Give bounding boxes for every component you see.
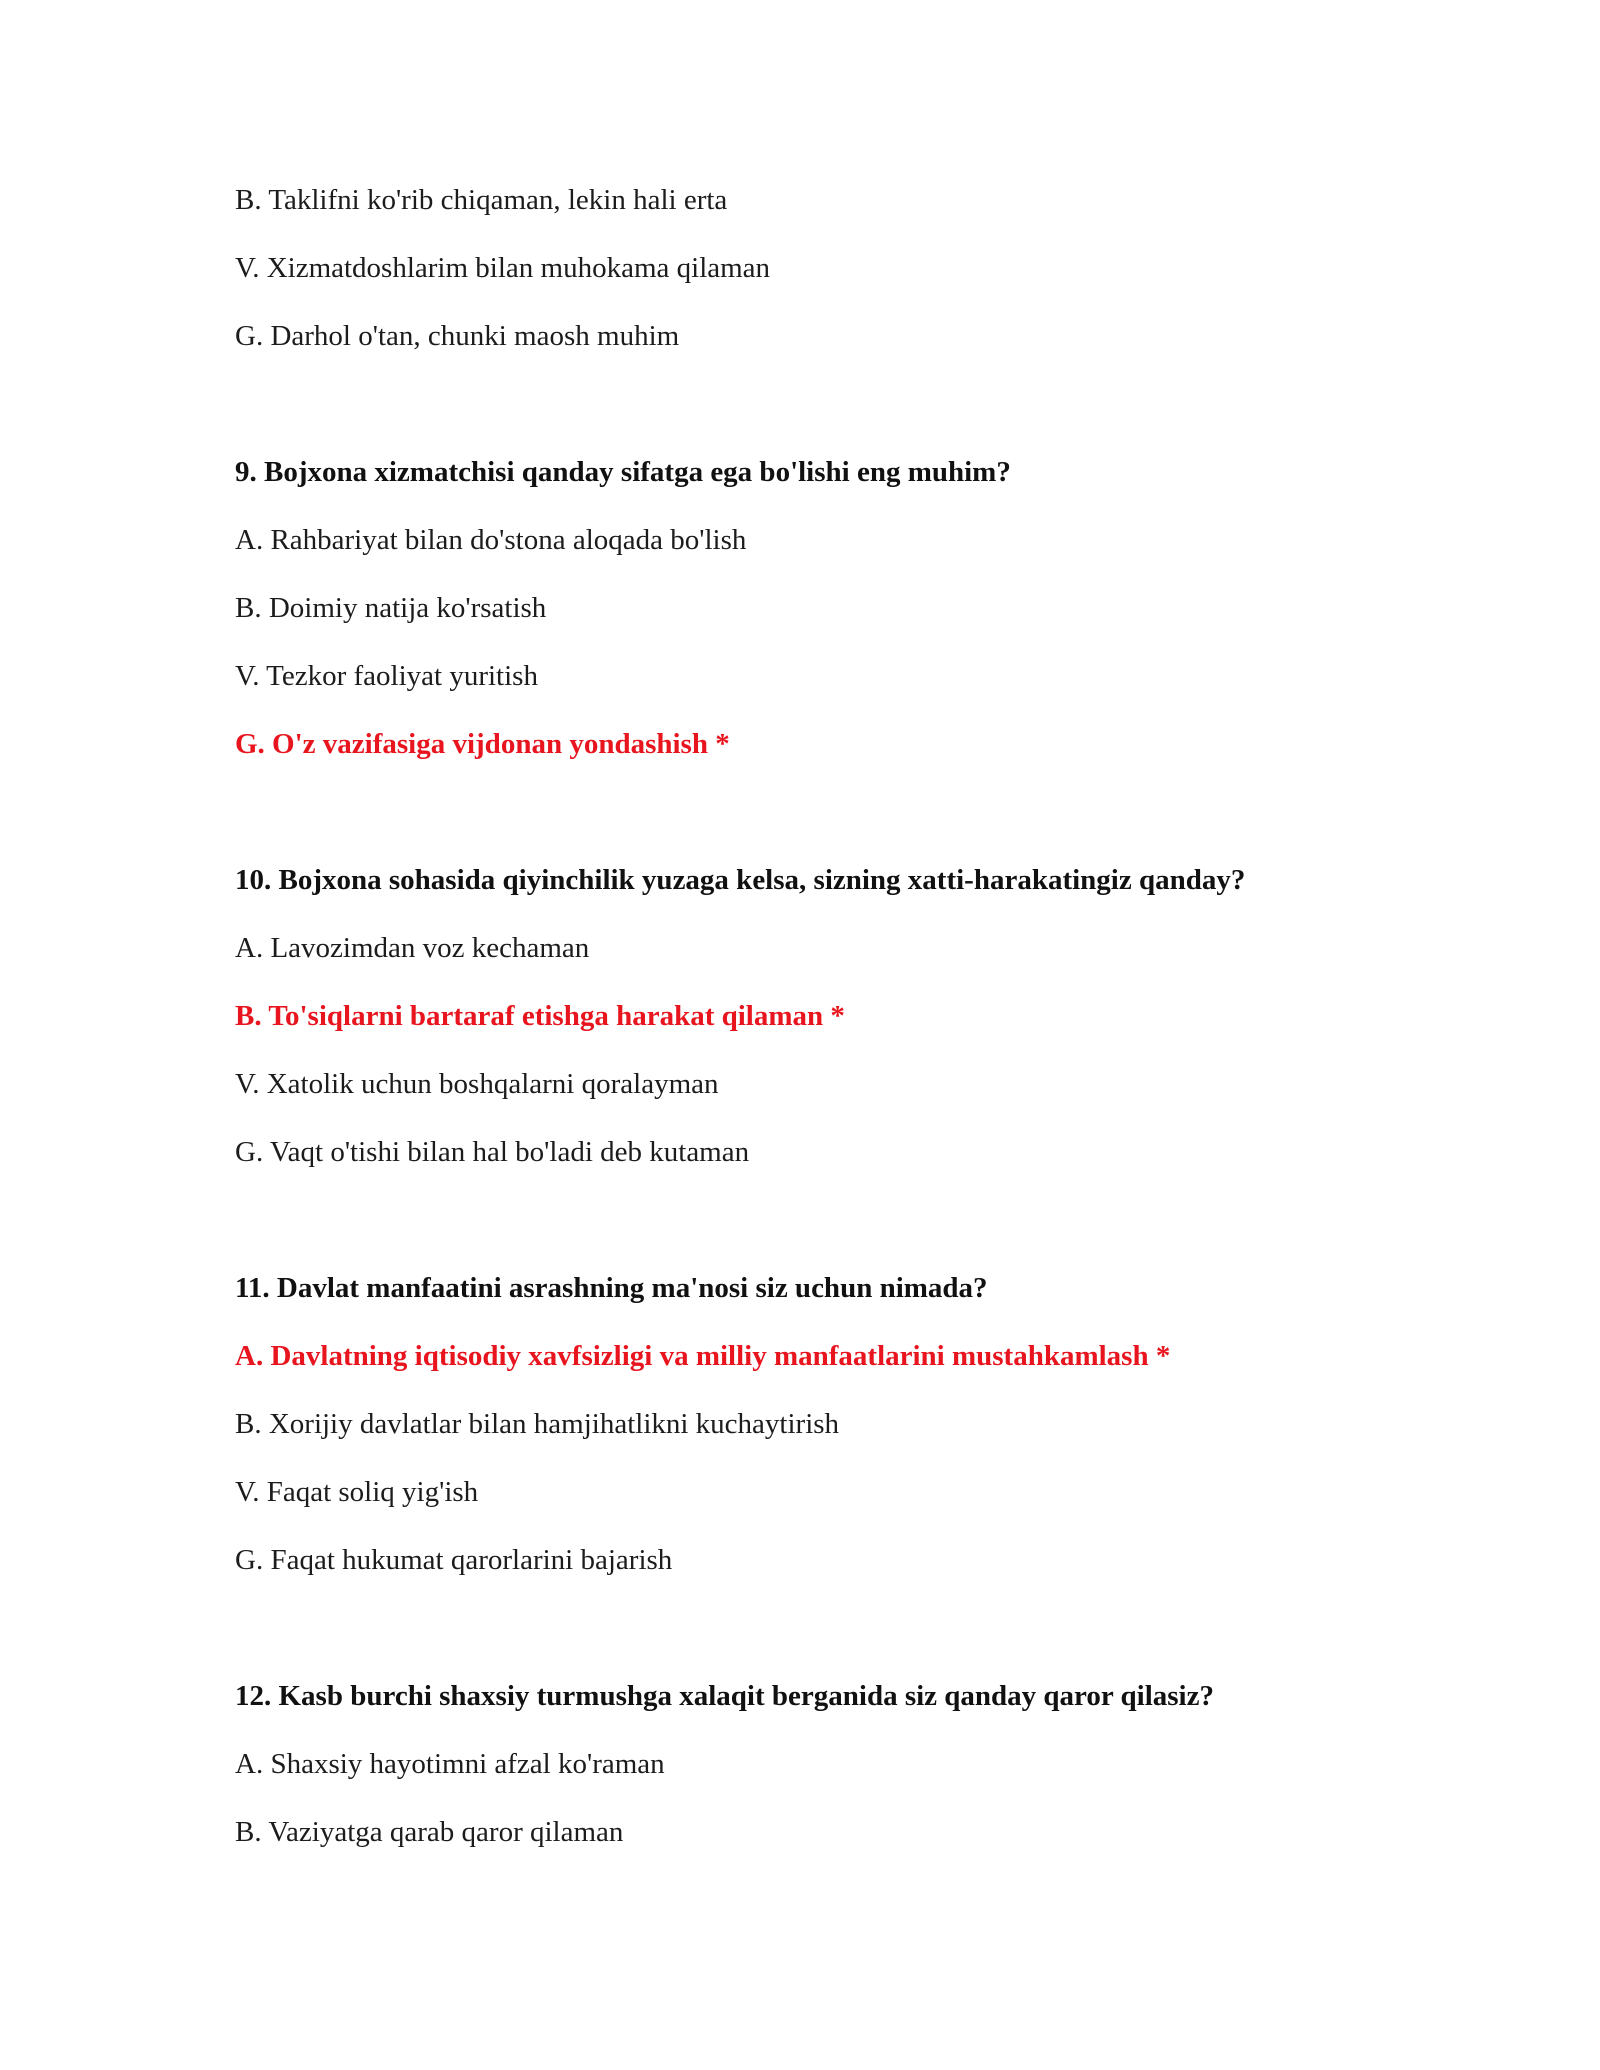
q9-option-a: A. Rahbariyat bilan do'stona aloqada bo'lish bbox=[235, 524, 747, 556]
q10-option-b-correct: B. To'siqlarni bartaraf etishga harakat qilaman * bbox=[235, 1000, 845, 1032]
q11-option-g: G. Faqat hukumat qarorlarini bajarish bbox=[235, 1544, 673, 1576]
spacer bbox=[235, 795, 1435, 829]
q9-option-v: V. Tezkor faoliyat yuritish bbox=[235, 660, 538, 692]
q11-option-b: B. Xorijiy davlatlar bilan hamjihatlikni kuchaytirish bbox=[235, 1408, 840, 1440]
q10-option-g: G. Vaqt o'tishi bilan hal bo'ladi deb kutaman bbox=[235, 1136, 750, 1168]
spacer bbox=[235, 1203, 1435, 1237]
q10-option-v: V. Xatolik uchun boshqalarni qoralayman bbox=[235, 1068, 719, 1100]
q11-question: 11. Davlat manfaatini asrashning ma'nosi siz uchun nimada? bbox=[235, 1272, 988, 1304]
q10-option-a: A. Lavozimdan voz kechaman bbox=[235, 932, 590, 964]
q12-option-a: A. Shaxsiy hayotimni afzal ko'raman bbox=[235, 1748, 665, 1780]
q10-question: 10. Bojxona sohasida qiyinchilik yuzaga kelsa, sizning xatti-harakatingiz qanday? bbox=[235, 864, 1246, 896]
quiz-content bbox=[235, 183, 1435, 1883]
q11-option-v: V. Faqat soliq yig'ish bbox=[235, 1476, 479, 1508]
spacer bbox=[235, 387, 1435, 421]
q9-question: 9. Bojxona xizmatchisi qanday sifatga ega bo'lishi eng muhim? bbox=[235, 456, 1011, 488]
q8-option-b: B. Taklifni ko'rib chiqaman, lekin hali erta bbox=[235, 184, 728, 216]
q9-option-b: B. Doimiy natija ko'rsatish bbox=[235, 592, 547, 624]
q11-option-a-correct: A. Davlatning iqtisodiy xavfsizligi va milliy manfaatlarini mustahkamlash * bbox=[235, 1340, 1171, 1372]
spacer bbox=[235, 1611, 1435, 1645]
q12-question: 12. Kasb burchi shaxsiy turmushga xalaqit berganida siz qanday qaror qilasiz? bbox=[235, 1680, 1214, 1712]
q8-option-v: V. Xizmatdoshlarim bilan muhokama qilaman bbox=[235, 252, 771, 284]
q12-option-b: B. Vaziyatga qarab qaror qilaman bbox=[235, 1816, 624, 1848]
q8-option-g: G. Darhol o'tan, chunki maosh muhim bbox=[235, 320, 680, 352]
q9-option-g-correct: G. O'z vazifasiga vijdonan yondashish * bbox=[235, 728, 730, 760]
